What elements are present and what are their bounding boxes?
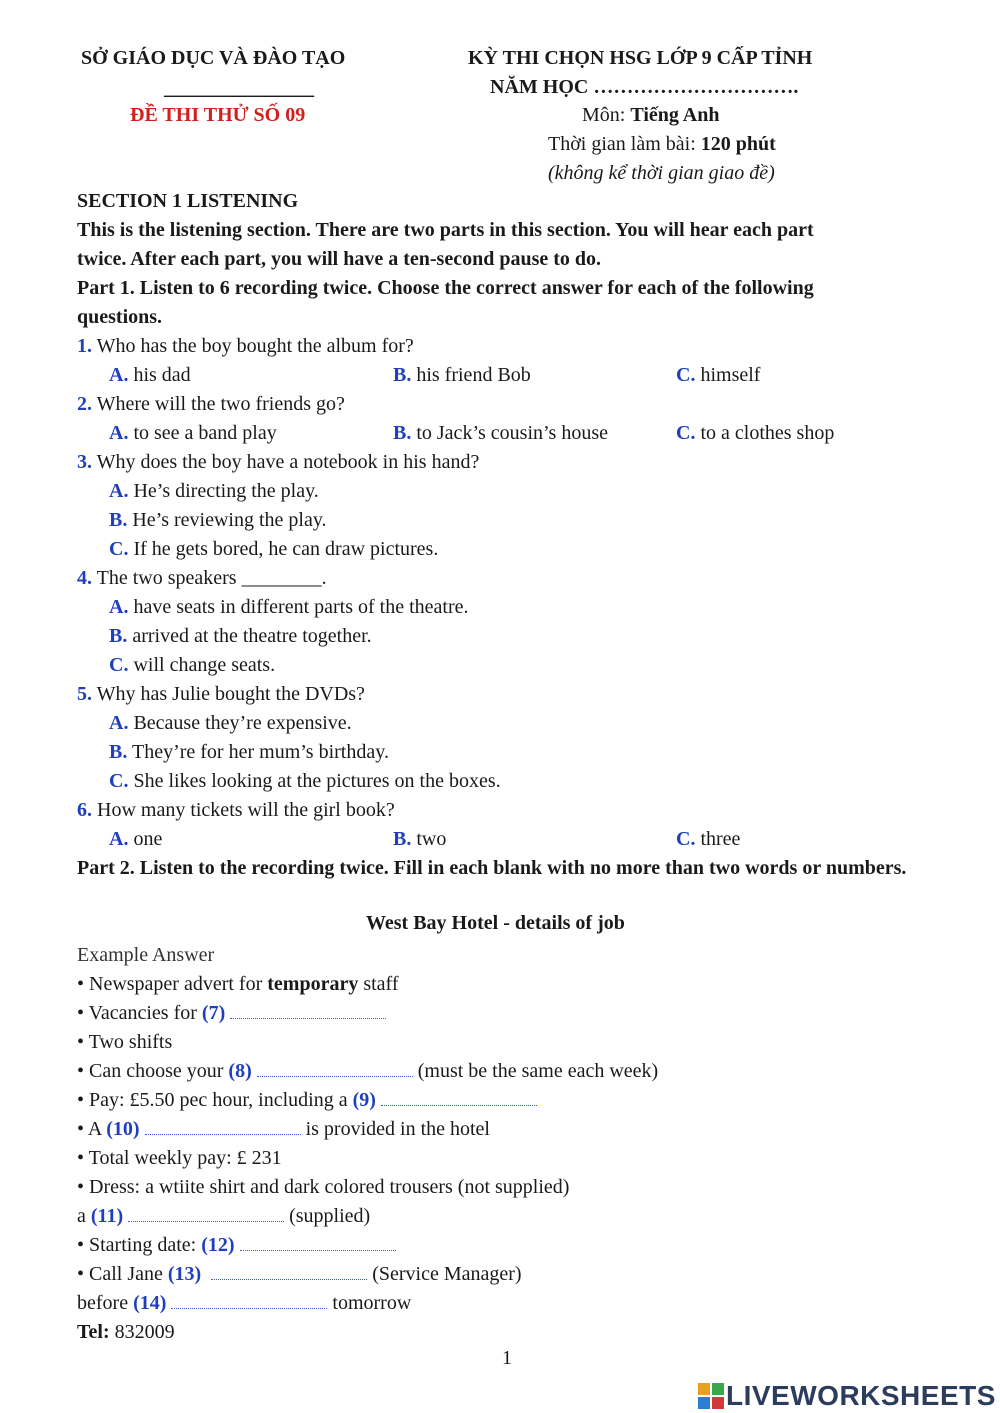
note-line-pay: • Pay: £5.50 pec hour, including a (9) (77, 1086, 537, 1115)
page-number: 1 (502, 1347, 512, 1369)
blank-number-11: (11) (90, 1205, 124, 1227)
blank-9-input[interactable] (381, 1091, 537, 1106)
question-5 (77, 680, 365, 709)
blank-number-14: (14) (133, 1292, 167, 1314)
note-line-call: • Call Jane (13) (Service Manager) (77, 1263, 522, 1285)
question-text: Why does the boy have a notebook in his hand? (92, 451, 480, 473)
question-number: 3. (77, 451, 92, 473)
q2-option-c[interactable]: C. to a clothes shop (676, 422, 835, 444)
question-text: The two speakers ________. (92, 567, 327, 589)
example-answer-label: Example Answer (77, 944, 215, 966)
blank-7-input[interactable] (230, 1004, 386, 1019)
blank-number-7: (7) (201, 1002, 226, 1024)
q4-option-c[interactable]: C. will change seats. (109, 654, 276, 676)
section-title: SECTION 1 LISTENING (77, 190, 299, 212)
note-line-before: before (14) tomorrow (77, 1292, 412, 1314)
part1-instruction-1: Part 1. Listen to 6 recording twice. Choose the correct answer for each of the following (77, 277, 814, 299)
q3-option-b[interactable]: B. He’s reviewing the play. (109, 509, 327, 531)
q1-option-c[interactable]: C. himself (676, 364, 761, 386)
question-text: Why has Julie bought the DVDs? (92, 683, 365, 705)
question-6 (77, 796, 395, 825)
q2-option-a[interactable]: A. to see a band play (109, 422, 277, 444)
blank-13-input[interactable] (211, 1265, 367, 1280)
department-name: SỞ GIÁO DỤC VÀ ĐÀO TẠO (81, 47, 346, 69)
subject-label: Môn: (582, 104, 631, 126)
section-intro-2: twice. After each part, you will have a ten-second pause to do. (77, 248, 602, 270)
time-note: (không kể thời gian giao đề) (548, 162, 775, 184)
note-line-total-pay: • Total weekly pay: £ 231 (77, 1147, 282, 1169)
question-text: How many tickets will the girl book? (92, 799, 395, 821)
logo-icon (698, 1383, 724, 1409)
q4-option-a[interactable]: A. have seats in different parts of the theatre. (109, 596, 469, 618)
q1-option-b[interactable]: B. his friend Bob (393, 364, 531, 386)
school-year: NĂM HỌC …………………………. (490, 76, 799, 98)
note-line-supplied: a (11) (supplied) (77, 1205, 371, 1227)
q5-option-c[interactable]: C. She likes looking at the pictures on the boxes. (109, 770, 501, 792)
note-line-choose: • Can choose your (8) (must be the same each week) (77, 1060, 659, 1082)
note-line-starting-date: • Starting date: (12) (77, 1231, 396, 1260)
q6-option-a[interactable]: A. one (109, 828, 163, 850)
q3-option-a[interactable]: A. He’s directing the play. (109, 480, 319, 502)
question-1 (77, 332, 414, 361)
q3-option-c[interactable]: C. If he gets bored, he can draw pictures. (109, 538, 439, 560)
note-line-dress: • Dress: a wtiite shirt and dark colored trousers (not supplied) (77, 1176, 570, 1198)
blank-14-input[interactable] (171, 1294, 327, 1309)
blank-number-8: (8) (228, 1060, 252, 1082)
note-line-tel: Tel: 832009 (77, 1321, 175, 1343)
blank-number-13: (13) (167, 1263, 202, 1285)
question-number: 4. (77, 567, 92, 589)
part2-heading: West Bay Hotel - details of job (366, 912, 625, 934)
question-text: Who has the boy bought the album for? (92, 335, 414, 357)
watermark-text: LIVEWORKSHEETS (726, 1380, 996, 1411)
header-underline: _______________ (164, 77, 314, 99)
part1-instruction-2: questions. (77, 306, 163, 328)
note-line-advert: • Newspaper advert for temporary staff (77, 973, 399, 995)
blank-number-12: (12) (201, 1234, 235, 1256)
exam-title: KỲ THI CHỌN HSG LỚP 9 CẤP TỈNH (468, 47, 813, 69)
question-number: 6. (77, 799, 92, 821)
blank-number-9: (9) (352, 1089, 376, 1111)
exam-code: ĐỀ THI THỬ SỐ 09 (130, 104, 306, 126)
q5-option-a[interactable]: A. Because they’re expensive. (109, 712, 352, 734)
question-4 (77, 564, 327, 593)
question-text: Where will the two friends go? (92, 393, 345, 415)
question-number: 1. (77, 335, 92, 357)
question-number: 5. (77, 683, 92, 705)
blank-12-input[interactable] (240, 1236, 396, 1251)
blank-8-input[interactable] (257, 1062, 413, 1077)
blank-10-input[interactable] (145, 1120, 301, 1135)
note-line-shifts: • Two shifts (77, 1031, 173, 1053)
q5-option-b[interactable]: B. They’re for her mum’s birthday. (109, 741, 389, 763)
q4-option-b[interactable]: B. arrived at the theatre together. (109, 625, 372, 647)
question-2 (77, 390, 345, 419)
note-line-provided: • A (10) is provided in the hotel (77, 1118, 490, 1140)
q2-option-b[interactable]: B. to Jack’s cousin’s house (393, 422, 608, 444)
q6-option-b[interactable]: B. two (393, 828, 447, 850)
blank-11-input[interactable] (128, 1207, 284, 1222)
question-number: 2. (77, 393, 92, 415)
question-3 (77, 448, 479, 477)
time-line (548, 133, 776, 156)
subject-line (582, 104, 719, 127)
q6-option-c[interactable]: C. three (676, 828, 741, 850)
blank-number-10: (10) (106, 1118, 140, 1140)
note-line-vacancies: • Vacancies for (7) (77, 999, 386, 1028)
liveworksheets-logo (698, 1380, 996, 1412)
q1-option-a[interactable]: A. his dad (109, 364, 191, 386)
section-intro-1: This is the listening section. There are two parts in this section. You will hear each part (77, 219, 814, 241)
time-label: Thời gian làm bài: (548, 133, 701, 155)
subject-value: Tiếng Anh (630, 104, 720, 126)
time-value: 120 phút (700, 133, 776, 155)
part2-instruction: Part 2. Listen to the recording twice. Fill in each blank with no more than two words or numbers. (77, 857, 907, 879)
